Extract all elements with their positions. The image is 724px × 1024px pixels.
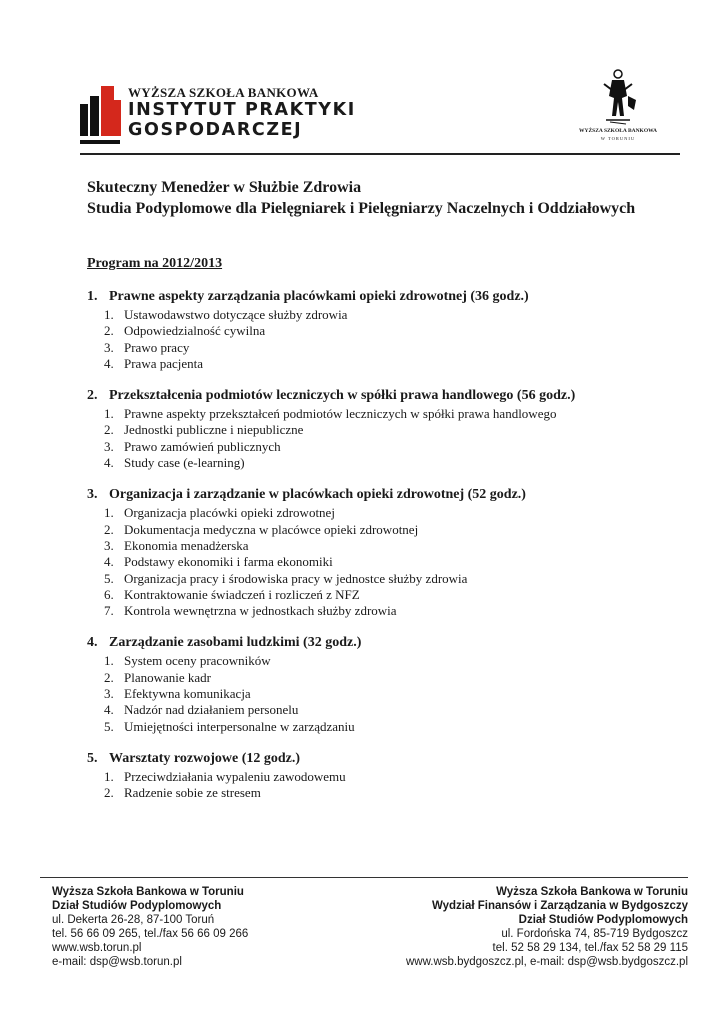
- list-item: 4. Nadzór nad działaniem personelu: [104, 702, 299, 718]
- footer-bydgoszcz-contact: [406, 885, 688, 969]
- section-3: [87, 486, 687, 619]
- footer-left-line2: Dział Studiów Podyplomowych: [52, 900, 222, 912]
- section-heading: [87, 288, 687, 306]
- list-item: 3. Prawo zamówień publicznych: [104, 438, 281, 454]
- list-item: 2. Odpowiedzialność cywilna: [104, 323, 266, 339]
- institute-logo-icon: [80, 84, 122, 136]
- list-item: 2. Planowanie kadr: [104, 669, 212, 685]
- section-heading: [87, 486, 687, 504]
- program-sections: [87, 288, 687, 817]
- university-seal-icon: [594, 66, 642, 130]
- section-title: Przekształcenia podmiotów leczniczych w spółki prawa handlowego (56 godz.): [109, 388, 576, 404]
- footer-right-phone: tel. 52 58 29 134, tel./fax 52 58 29 115: [492, 942, 688, 954]
- seal-name: WYŻSZA SZKOŁA BANKOWA: [579, 128, 657, 134]
- section-heading: [87, 750, 687, 768]
- footer-left-phone: tel. 56 66 09 265, tel./fax 56 66 09 266: [52, 928, 249, 940]
- title-line1: Skuteczny Menedżer w Służbie Zdrowia: [87, 179, 362, 196]
- list-item: 1. Ustawodawstwo dotyczące służby zdrowia: [104, 307, 348, 322]
- footer-left-website[interactable]: www.wsb.torun.pl: [52, 942, 142, 954]
- list-item: 2. Jednostki publiczne i niepubliczne: [104, 422, 304, 438]
- program-label: Program na 2012/2013: [87, 256, 223, 271]
- footer-right-line2: Wydział Finansów i Zarządzania w Bydgoszczy: [431, 900, 688, 912]
- header-divider: [80, 153, 680, 155]
- logo-underline: [80, 140, 120, 144]
- footer-divider: [40, 877, 688, 878]
- list-item: 1. System oceny pracowników: [104, 653, 271, 669]
- section-title: Warsztaty rozwojowe (12 godz.): [109, 750, 301, 766]
- list-item: 4. Podstawy ekonomiki i farma ekonomiki: [104, 554, 333, 570]
- section-5: [87, 750, 687, 802]
- institute-name: [128, 100, 356, 140]
- footer-left-address: ul. Dekerta 26-28, 87-100 Toruń: [52, 914, 215, 926]
- section-title: Prawne aspekty zarządzania placówkami opieki zdrowotnej (36 godz.): [109, 289, 529, 304]
- section-2: [87, 387, 687, 471]
- document-title: [87, 177, 647, 219]
- footer-right-line3: Dział Studiów Podyplomowych: [518, 914, 688, 926]
- institute-name-line2: GOSPODARCZEJ: [128, 120, 303, 140]
- footer-left-line1: Wyższa Szkoła Bankowa w Toruniu: [52, 886, 244, 898]
- footer-right-line1: Wyższa Szkoła Bankowa w Toruniu: [496, 886, 688, 898]
- list-item: 1. Przeciwdziałania wypaleniu zawodowemu: [104, 768, 346, 784]
- list-item: 1. Prawne aspekty przekształceń podmiotów leczniczych w spółki prawa handlowego: [104, 406, 557, 422]
- footer-right-address: ul. Fordońska 74, 85-719 Bydgoszcz: [501, 928, 688, 940]
- section-heading: [87, 387, 687, 405]
- list-item: 6. Kontraktowanie świadczeń i rozliczeń z NFZ: [104, 586, 360, 602]
- seal-city: W TORUNIU: [600, 136, 636, 141]
- school-name: WYŻSZA SZKOŁA BANKOWA: [128, 85, 319, 100]
- list-item: 1. Organizacja placówki opieki zdrowotnej: [104, 505, 335, 521]
- section-number: 1.: [87, 289, 98, 304]
- list-item: 5. Umiejętności interpersonalne w zarządzaniu: [104, 718, 355, 734]
- section-number: 2.: [87, 388, 98, 404]
- list-item: 7. Kontrola wewnętrzna w jednostkach służby zdrowia: [104, 603, 397, 619]
- list-item: 2. Radzenie sobie ze stresem: [104, 785, 261, 801]
- footer-right-web-email[interactable]: www.wsb.bydgoszcz.pl, e-mail: dsp@wsb.bydgoszcz.pl: [405, 956, 688, 968]
- section-number: 4.: [87, 635, 98, 651]
- list-item: 4. Prawa pacjenta: [104, 355, 204, 371]
- section-title: Organizacja i zarządzanie w placówkach opieki zdrowotnej (52 godz.): [109, 487, 526, 503]
- section-title: Zarządzanie zasobami ludzkimi (32 godz.): [109, 635, 362, 651]
- title-line2: Studia Podyplomowe dla Pielęgniarek i Pielęgniarzy Naczelnych i Oddziałowych: [87, 200, 636, 217]
- section-number: 3.: [87, 487, 98, 503]
- footer-torun-contact: [52, 885, 248, 969]
- institute-name-line1: INSTYTUT PRAKTYKI: [128, 100, 356, 120]
- footer-left-email[interactable]: e-mail: dsp@wsb.torun.pl: [52, 956, 182, 968]
- section-4: [87, 634, 687, 734]
- list-item: 4. Study case (e-learning): [104, 455, 245, 471]
- list-item: 3. Ekonomia menadżerska: [104, 537, 249, 553]
- section-heading: [87, 634, 687, 652]
- list-item: 3. Efektywna komunikacja: [104, 686, 251, 702]
- list-item: 5. Organizacja pracy i środowiska pracy w jednostce służby zdrowia: [104, 570, 468, 586]
- list-item: 2. Dokumentacja medyczna w placówce opieki zdrowotnej: [104, 521, 419, 537]
- section-number: 5.: [87, 750, 98, 766]
- section-1: [87, 288, 687, 372]
- list-item: 3. Prawo pracy: [104, 339, 190, 355]
